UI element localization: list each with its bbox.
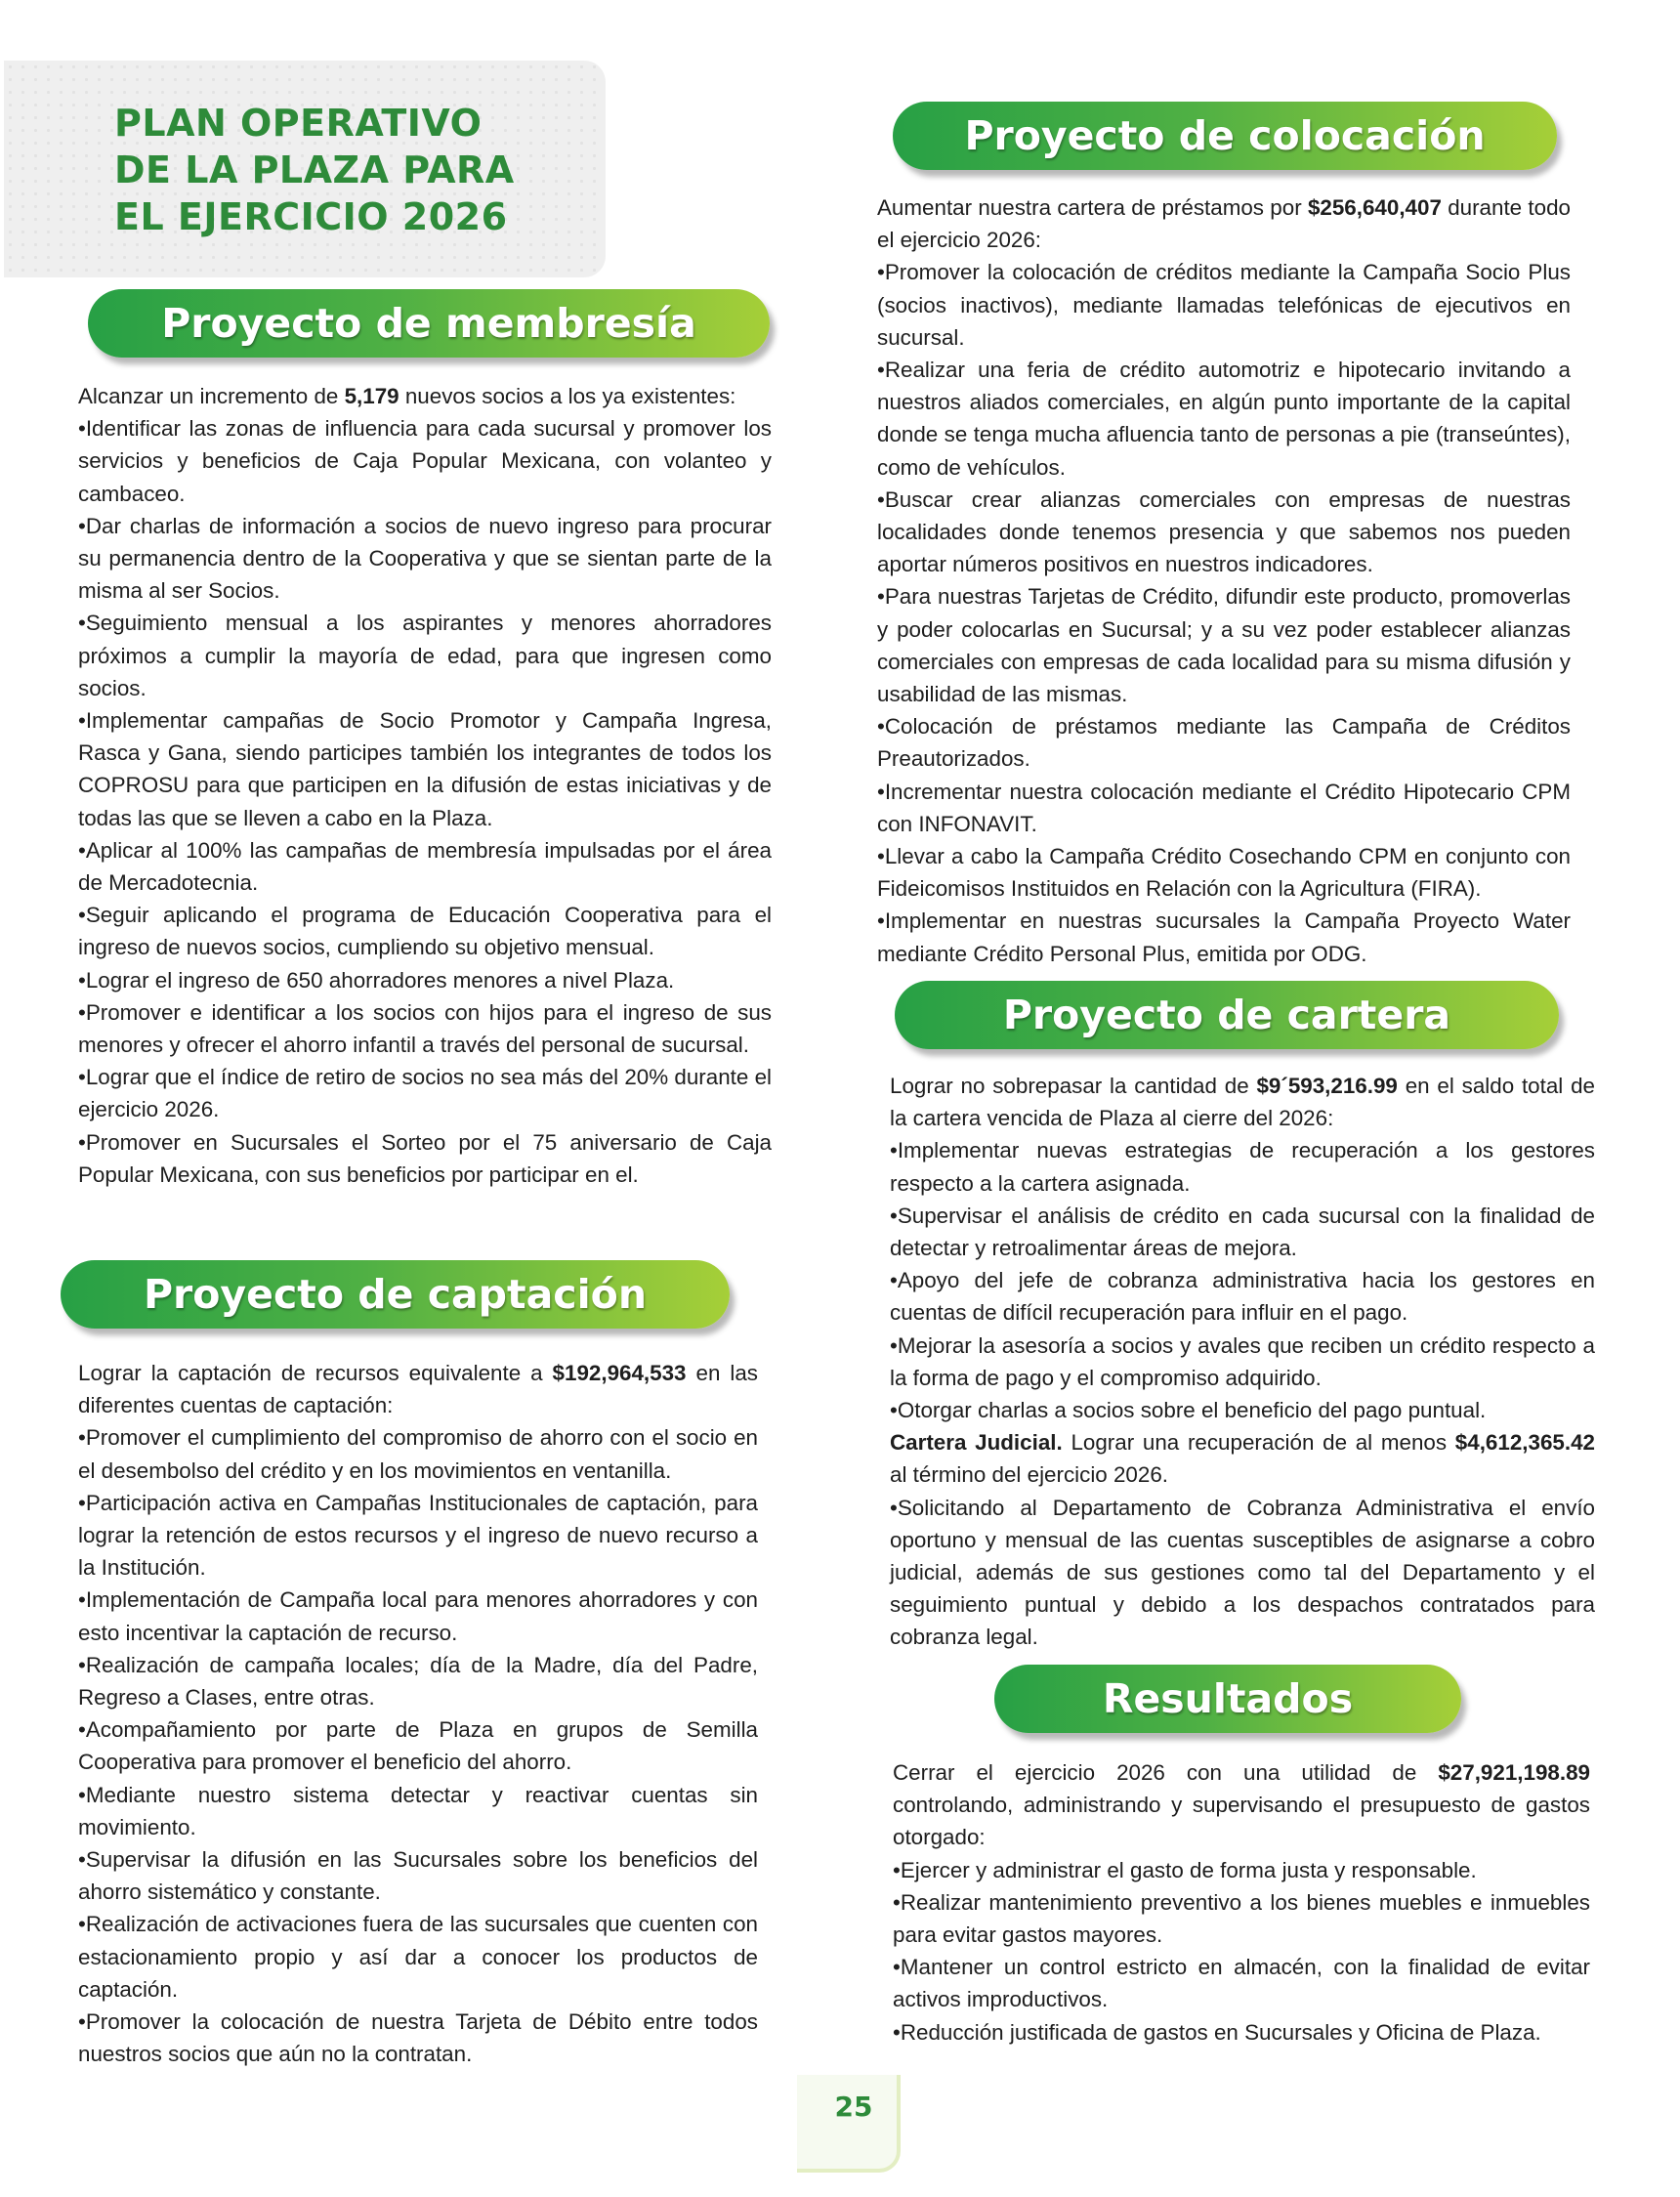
colocacion-item: •Buscar crear alianzas comerciales con empresas de nuestras localidades donde tenemos presencia y que sabemos nos pueden aportar números positivos en nuestros indicadores. [877,486,1571,577]
page-number: 25 [834,2091,873,2123]
resultados-goal-value: $27,921,198.89 [1438,1760,1590,1785]
captacion-goal-value: $192,964,533 [552,1361,687,1385]
page-number-tab [797,2075,901,2173]
cartera-goal-value: $9´593,216.99 [1256,1074,1398,1098]
cartera-judicial: Cartera Judicial. Lograr una recuperación de al menos $4,612,365.42 al término del ejercicio 2026. [890,1430,1595,1488]
captacion-item: •Participación activa en Campañas Institucionales de captación, para lograr la retención de estos recursos y el ingreso de nuevo recurso a la Institución. [78,1490,758,1581]
membresia-intro: Alcanzar un incremento de 5,179 nuevos socios a los ya existentes: [78,384,736,408]
colocacion-heading: Proyecto de colocación [893,102,1557,170]
cartera-heading: Proyecto de cartera [895,981,1559,1049]
colocacion-item: •Llevar a cabo la Campaña Crédito Cosechando CPM en conjunto con Fideicomisos Instituidos en Relación con la Agricultura (FIRA). [877,844,1571,902]
membresia-item: •Promover en Sucursales el Sorteo por el 75 aniversario de Caja Popular Mexicana, con sus beneficios por participar en el. [78,1129,772,1187]
captacion-section [78,1357,758,2070]
resultados-section [893,1756,1590,2049]
page-title-line-1: PLAN OPERATIVO [114,102,483,145]
title-background [4,61,606,277]
captacion-heading: Proyecto de captación [61,1260,730,1329]
page-title [114,100,515,240]
resultados-item: •Ejercer y administrar el gasto de forma justa y responsable. [893,1857,1477,1882]
cartera-item: •Mejorar la asesoría a socios y avales que reciben un crédito respecto a la forma de pago y el compromiso adquirido. [890,1332,1595,1390]
colocacion-item: •Para nuestras Tarjetas de Crédito, difundir este producto, promoverlas y poder colocarlas en Sucursal; y a su vez poder establecer alianzas comerciales con empresas de cada localidad para su misma difusión y usabilidad de las mismas. [877,584,1571,707]
cartera-intro: Lograr no sobrepasar la cantidad de $9´593,216.99 en el saldo total de la cartera vencida de Plaza al cierre del 2026: [890,1074,1595,1131]
page-title-line-3: EL EJERCICIO 2026 [114,195,508,238]
resultados-item: •Mantener un control estricto en almacén, con la finalidad de evitar activos improductivos. [893,1955,1590,2012]
captacion-item: •Promover el cumplimiento del compromiso de ahorro con el socio en el desembolso del crédito y en los movimientos en ventanilla. [78,1425,758,1483]
colocacion-item: •Colocación de préstamos mediante las Campaña de Créditos Preautorizados. [877,714,1571,772]
cartera-item: •Solicitando al Departamento de Cobranza Administrativa el envío oportuno y mensual de las cuentas susceptibles de asignarse a cobro judicial, además de sus gestiones como tal del Departamento y el seguimiento puntual y debido a los despachos contratados para cobranza legal. [890,1495,1595,1650]
membresia-item: •Promover e identificar a los socios con hijos para el ingreso de sus menores y ofrecer el ahorro infantil a través del personal de sucursal. [78,999,772,1058]
cartera-item: •Implementar nuevas estrategias de recuperación a los gestores respecto a la cartera asignada. [890,1138,1595,1196]
colocacion-item: •Implementar en nuestras sucursales la Campaña Proyecto Water mediante Crédito Personal Plus, emitida por ODG. [877,908,1571,966]
cartera-item: •Otorgar charlas a socios sobre el beneficio del pago puntual. [890,1398,1487,1423]
colocacion-item: •Realizar una feria de crédito automotriz e hipotecario invitando a nuestros aliados comerciales, en algún punto importante de la capital donde se tenga mucha afluencia tanto de personas a pie (transeúntes), como de vehículos. [877,358,1571,480]
colocacion-intro: Aumentar nuestra cartera de préstamos por $256,640,407 durante todo el ejercicio 2026: [877,195,1571,253]
captacion-item: •Realización de activaciones fuera de las sucursales que cuenten con estacionamiento propio y así dar a conocer los productos de captación. [78,1912,758,2002]
cartera-section [890,1070,1595,1654]
membresia-section [78,380,772,1191]
membresia-heading: Proyecto de membresía [88,289,770,358]
cartera-judicial-label: Cartera Judicial. [890,1430,1063,1456]
membresia-goal-value: 5,179 [344,384,399,408]
membresia-item: •Lograr el ingreso de 650 ahorradores menores a nivel Plaza. [78,967,675,993]
captacion-item: •Mediante nuestro sistema detectar y reactivar cuentas sin movimiento. [78,1782,758,1839]
captacion-item: •Realización de campaña locales; día de la Madre, día del Padre, Regreso a Clases, entre otras. [78,1652,758,1711]
membresia-item: •Identificar las zonas de influencia para cada sucursal y promover los servicios y beneficios de Caja Popular Mexicana, con volanteo y cambaceo. [78,416,772,506]
membresia-item: •Implementar campañas de Socio Promotor y Campaña Ingresa, Rasca y Gana, siendo participes también los integrantes de todos los COPROSU para que participen en la difusión de estas iniciativas y de todas las que se lleven a cabo en la Plaza. [78,708,772,830]
captacion-item: •Acompañamiento por parte de Plaza en grupos de Semilla Cooperativa para promover el beneficio del ahorro. [78,1717,758,1775]
cartera-judicial-value: $4,612,365.42 [1454,1430,1595,1456]
resultados-heading: Resultados [994,1665,1461,1733]
captacion-intro: Lograr la captación de recursos equivalente a $192,964,533 en las diferentes cuentas de captación: [78,1361,758,1418]
membresia-item: •Seguir aplicando el programa de Educación Cooperativa para el ingreso de nuevos socios, cumpliendo su objetivo mensual. [78,903,772,960]
colocacion-section [877,191,1571,970]
captacion-item: •Implementación de Campaña local para menores ahorradores y con esto incentivar la captación de recurso. [78,1587,758,1645]
colocacion-goal-value: $256,640,407 [1307,195,1442,220]
membresia-item: •Aplicar al 100% las campañas de membresía impulsadas por el área de Mercadotecnia. [78,837,772,896]
cartera-item: •Apoyo del jefe de cobranza administrativa hacia los gestores en cuentas de difícil recuperación para influir en el pago. [890,1268,1595,1326]
captacion-item: •Promover la colocación de nuestra Tarjeta de Débito entre todos nuestros socios que aún no la contratan. [78,2009,758,2067]
resultados-item: •Realizar mantenimiento preventivo a los bienes muebles e inmuebles para evitar gastos mayores. [893,1889,1590,1948]
captacion-item: •Supervisar la difusión en las Sucursales sobre los beneficios del ahorro sistemático y constante. [78,1847,758,1905]
page-title-line-2: DE LA PLAZA PARA [114,148,515,191]
resultados-intro: Cerrar el ejercicio 2026 con una utilidad de $27,921,198.89 controlando, administrando y supervisando el presupuesto de gastos otorgado: [893,1760,1590,1850]
colocacion-item: •Incrementar nuestra colocación mediante el Crédito Hipotecario CPM con INFONAVIT. [877,779,1571,836]
resultados-item: •Reducción justificada de gastos en Sucursales y Oficina de Plaza. [893,2019,1541,2045]
membresia-item: •Lograr que el índice de retiro de socios no sea más del 20% durante el ejercicio 2026. [78,1065,772,1122]
colocacion-item: •Promover la colocación de créditos mediante la Campaña Socio Plus (socios inactivos), mediante llamadas telefónicas de ejecutivos en sucursal. [877,260,1571,350]
membresia-item: •Dar charlas de información a socios de nuevo ingreso para procurar su permanencia dentro de la Cooperativa y que se sientan parte de la misma al ser Socios. [78,513,772,604]
membresia-item: •Seguimiento mensual a los aspirantes y menores ahorradores próximos a cumplir la mayoría de edad, para que ingresen como socios. [78,611,772,700]
cartera-item: •Supervisar el análisis de crédito en cada sucursal con la finalidad de detectar y retroalimentar áreas de mejora. [890,1203,1595,1261]
